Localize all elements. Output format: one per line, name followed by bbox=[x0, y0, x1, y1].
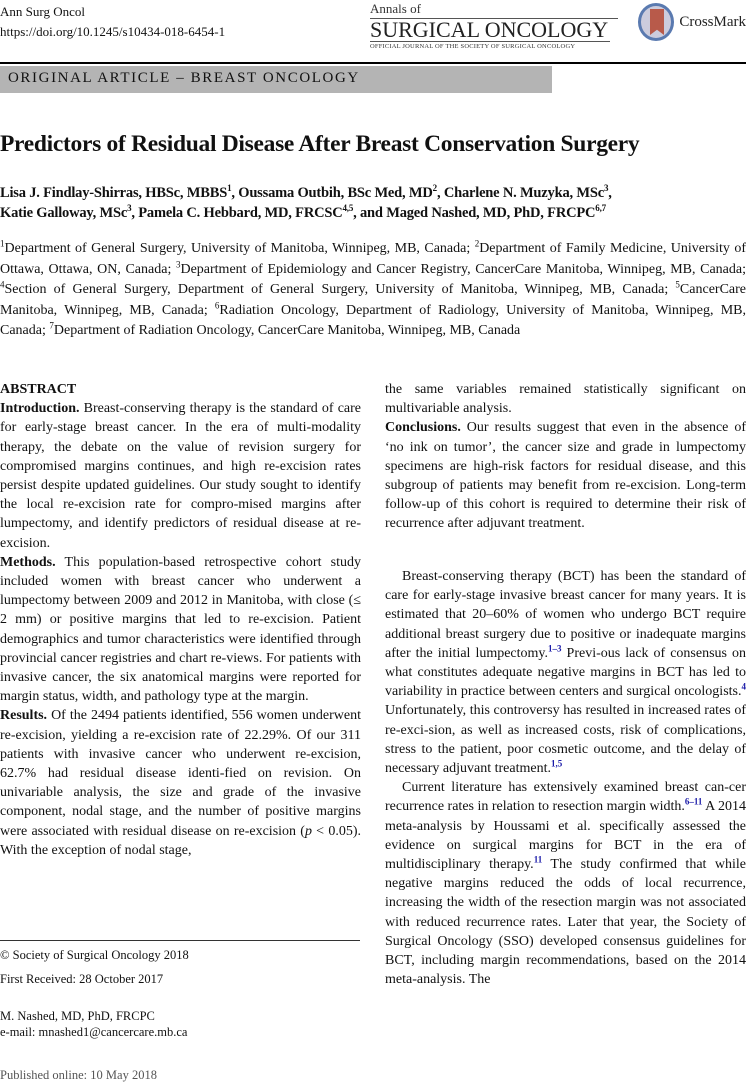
received-date: First Received: 28 October 2017 bbox=[0, 972, 164, 986]
abstract-results-continued: the same variables remained statistically significant on multivariable analysis. bbox=[385, 382, 746, 417]
citation-link[interactable]: 4 bbox=[741, 681, 746, 692]
author: Maged Nashed, MD, PhD, FRCPC$^{6,7}$ bbox=[386, 203, 606, 221]
author: Oussama Outbih, BSc Med, $MD^2$, bbox=[238, 183, 444, 201]
running-header bbox=[0, 2, 225, 42]
journal-logo-name: SURGICAL ONCOLOGY bbox=[370, 17, 609, 42]
corresponding-email[interactable]: e-mail: mnashed1@cancercare.mb.ca bbox=[0, 1025, 188, 1039]
abstract-conclusions: Conclusions. Our results suggest that even in the absence of ‘no ink on tumor’, the cancer size and grade in lumpectomy specimens are high-risk factors for residual disease, and this subgroup of patients may benefit from re-excision. Long-term follow-up of this cohort is required to determine their risk of recurrence after adjuvant treatment. bbox=[385, 420, 746, 532]
published-date: Published online: 10 May 2018 bbox=[0, 1068, 157, 1082]
divider bbox=[0, 940, 360, 941]
section-banner-label: ORIGINAL ARTICLE – BREAST ONCOLOGY bbox=[8, 70, 360, 86]
author-list bbox=[0, 183, 746, 223]
journal-abbrev: Ann Surg Oncol bbox=[0, 4, 85, 19]
citation-link[interactable]: 11 bbox=[533, 854, 543, 865]
journal-logo-annals: Annals of bbox=[370, 1, 421, 16]
section-banner bbox=[0, 66, 552, 93]
citation-link[interactable]: 1,5 bbox=[550, 758, 563, 769]
body-paragraph: Current literature has extensively examined breast can-cer recurrence rates in relation to resection margin width.$^{6-11}$ A 2014 meta-analysis by Houssami et al. specifically assessed the evidence on surgical margins for BCT in the era of multidisciplinary therapy.$^{11}$ The study confirmed that while negative margins reduced the odds of local recurrence, increasing the width of the resection margin was not associated with reduced recurrence rates. Later that year, the Society of Surgical Oncology (SSO) developed consensus guidelines for BCT, including margin recommendations, based on the 2014 meta-analysis. The bbox=[385, 780, 746, 988]
abstract-introduction: Introduction. Breast-conserving therapy is the standard of care for early-stage breast cancer. In the era of multi-modality therapy, the debate on the value of revision surgery for compromised margins continues, and high re-excision rates persist despite updated guidelines. Our study sought to identify the local re-excision rate for compro-mised margins after lumpectomy, and identify predictors of residual disease at re-excision. bbox=[0, 401, 361, 551]
article-title: Predictors of Residual Disease After Breast Conservation Surgery bbox=[0, 131, 640, 157]
body-paragraph: Breast-conserving therapy (BCT) has been the standard of care for early-stage invasive breast cancer for many years. It is estimated that 20–60% of women who undergo BCT require additional breast surgery due to positive or inadequate margins after the initial lumpectomy.$^{1-3}$ Previ-ous lack of consensus on what constitutes adequate negative margins in BCT has led to variability in practice between centers and surgical oncologists.$^4$ Unfortunately, this controversy has resulted in increased rates of re-exci-sion, as well as increased costs, risk of complications, stress to the patient, poor cosmetic outcome, and the delay of necessary adjuvant treatment.$^{1,5}$ bbox=[385, 569, 746, 777]
author: Pamela C. Hebbard, MD, FRCSC$^{4,5}$, and bbox=[138, 203, 387, 221]
author: Charlene N. Muzyka, MSc$^3$, bbox=[443, 183, 612, 201]
affiliations: $^1$Department of General Surgery, University of Manitoba, Winnipeg, MB, Canada; $^2$Department of Family Medicine, University of Ottawa, Ottawa, ON, Canada; $^3$Department of Epidemiology and Cancer Registry, CancerCare Manitoba, Winnipeg, MB, Canada; $^4$Section of General Surgery, Department of General Surgery, University of Manitoba, Winnipeg, MB, Canada; $^5$CancerCare Manitoba, Winnipeg, MB, Canada; $^6$Radiation Oncology, Department of Radiology, University of Manitoba, Winnipeg, MB, Canada; $^7$Department of Radiation Oncology, CancerCare Manitoba, Winnipeg, MB, Canada bbox=[0, 238, 746, 339]
journal-logo bbox=[370, 2, 620, 51]
crossmark-label: CrossMark bbox=[679, 13, 746, 30]
abstract-methods: Methods. This population-based retrospective cohort study included women with breast cancer who underwent a lumpectomy between 2009 and 2012 in Manitoba, with close (≤ 2 mm) or positive margins that led to re-excision. Patient demographics and tumor characteristics were identified through provincial cancer registries and chart re-views. For patients with invasive cancer, the six anatomical margins were reported for margin status, width, and pathology type at the margin. bbox=[0, 554, 361, 705]
corresponding-author: M. Nashed, MD, PhD, FRCPC bbox=[0, 1009, 155, 1023]
citation-link[interactable]: 1–3 bbox=[548, 643, 562, 654]
divider bbox=[0, 62, 746, 64]
abstract-results: Results. Of the 2494 patients identified, 556 women underwent re-excision, yielding a re-excision rate of 22.29%. Of our 311 patients with invasive cancer who underwent re-excision, 62.7% had residual disease identi-fied on revision. On univariable analysis, the size and grade of the invasive component, nodal stage, and the number of positive margins were associated with residual disease on re-excision (p < 0.05). With the exception of nodal stage, bbox=[0, 708, 361, 858]
author: Katie Galloway, MSc$^3$, bbox=[0, 203, 139, 221]
doi-link[interactable]: https://doi.org/10.1245/s10434-018-6454-1 bbox=[0, 24, 226, 39]
crossmark-button[interactable] bbox=[638, 0, 746, 44]
abstract-right-column bbox=[385, 380, 746, 534]
citation-link[interactable]: 6–11 bbox=[684, 796, 703, 807]
journal-logo-subtitle: OFFICIAL JOURNAL OF THE SOCIETY OF SURGICAL ONCOLOGY bbox=[370, 43, 576, 50]
crossmark-icon bbox=[638, 3, 674, 41]
author: Lisa J. Findlay-Shirras, HBSc, MBBS$^1$, bbox=[0, 183, 239, 201]
abstract-left-column bbox=[0, 380, 361, 860]
abstract-heading: ABSTRACT bbox=[0, 382, 77, 397]
copyright: © Society of Surgical Oncology 2018 bbox=[0, 948, 189, 962]
body-text bbox=[385, 567, 746, 989]
